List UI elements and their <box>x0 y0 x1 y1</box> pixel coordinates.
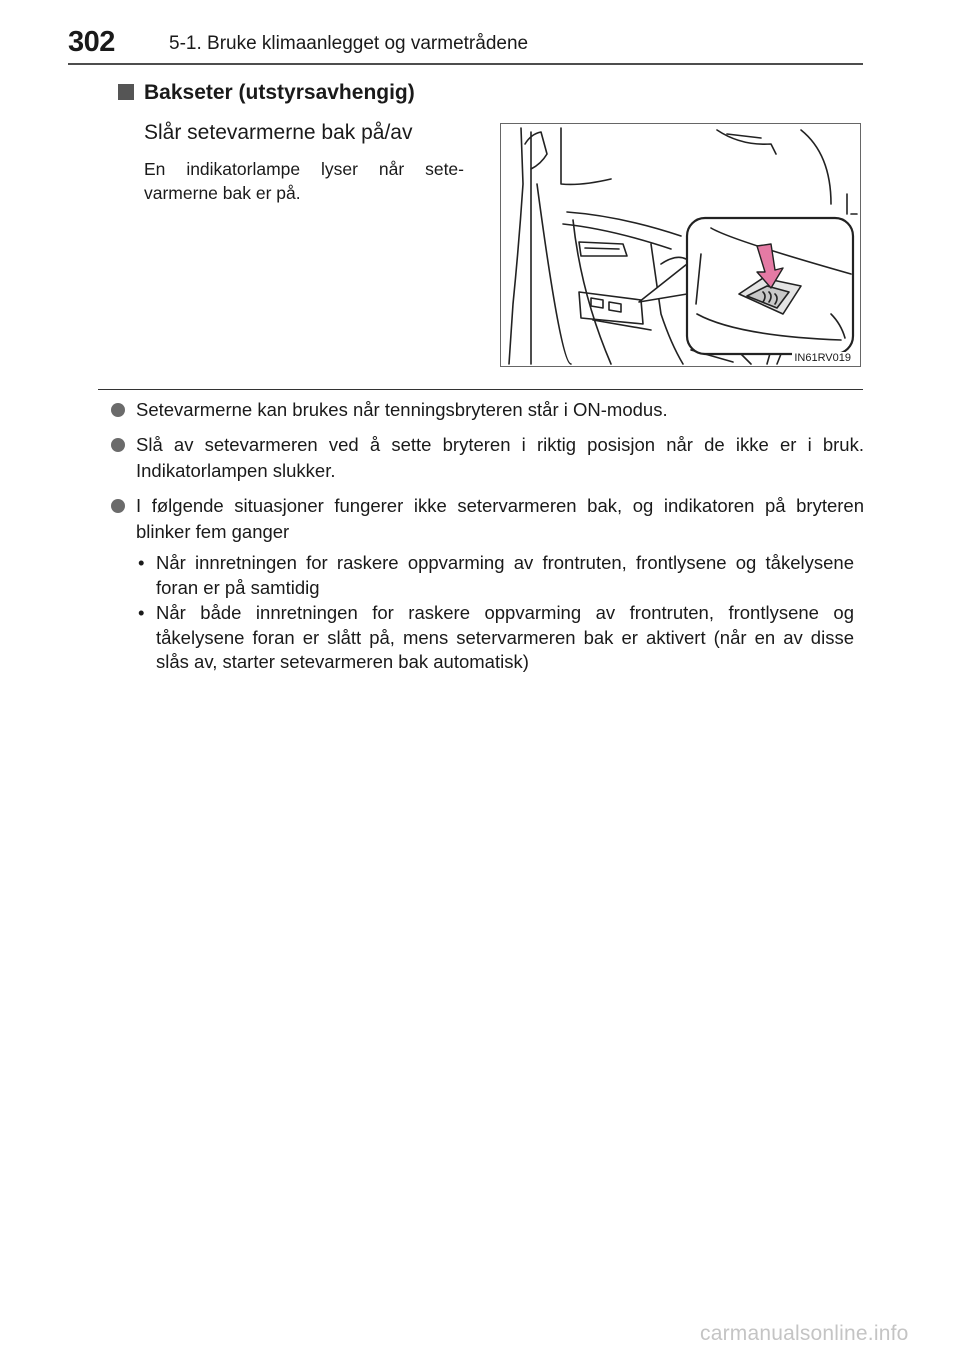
bullet-icon: • <box>138 602 145 623</box>
sub-note-item <box>136 601 854 675</box>
note-text: Setevarmerne kan brukes når tenningsbryteren står i ON-modus. <box>136 399 668 420</box>
round-bullet-icon <box>111 438 125 452</box>
page-number: 302 <box>68 26 115 58</box>
subheading <box>118 80 415 106</box>
square-bullet-icon <box>118 84 134 100</box>
round-bullet-icon <box>111 499 125 513</box>
lead-description: En indikatorlampe lyser når sete-varmerne bak er på. <box>144 159 464 203</box>
lead-text: Slår setevarmerne bak på/av <box>144 121 413 144</box>
notes-list <box>108 397 864 676</box>
subheading-text: Bakseter (utstyrsavhengig) <box>144 81 415 104</box>
watermark: carmanualsonline.info <box>700 1322 909 1345</box>
sub-note-item <box>136 551 854 600</box>
illustration-rear-seat-heater-switch <box>500 123 861 367</box>
note-text: Slå av setevarmeren ved å sette bryteren i riktig posisjon når de ikke er i bruk. Indikatorlampen slukker. <box>136 434 864 481</box>
sub-note-text: Når både innretningen for raskere oppvarming av frontruten, frontlysene og tåkelysene foran er slått på, mens setervarmeren bak er aktivert (når en av disse slås av, starter setevarmeren bak automatisk) <box>156 602 854 672</box>
sub-notes-list <box>108 551 854 675</box>
round-bullet-icon <box>111 403 125 417</box>
page-header <box>68 22 868 62</box>
rear-door-drawing <box>501 124 860 366</box>
note-item <box>108 432 864 484</box>
note-text: I følgende situasjoner fungerer ikke setervarmeren bak, og indikatoren på bryteren blinker fem ganger <box>136 495 864 542</box>
section-rule <box>98 389 863 390</box>
sub-note-text: Når innretningen for raskere oppvarming av frontruten, frontlysene og tåkelysene foran er på samtidig <box>156 552 854 598</box>
note-item <box>108 493 864 545</box>
bullet-icon: • <box>138 552 145 573</box>
section-title: 5-1. Bruke klimaanlegget og varmetrådene <box>169 33 529 54</box>
figure-code: IN61RV019 <box>794 352 851 364</box>
note-item <box>108 397 864 423</box>
header-rule <box>68 63 863 65</box>
